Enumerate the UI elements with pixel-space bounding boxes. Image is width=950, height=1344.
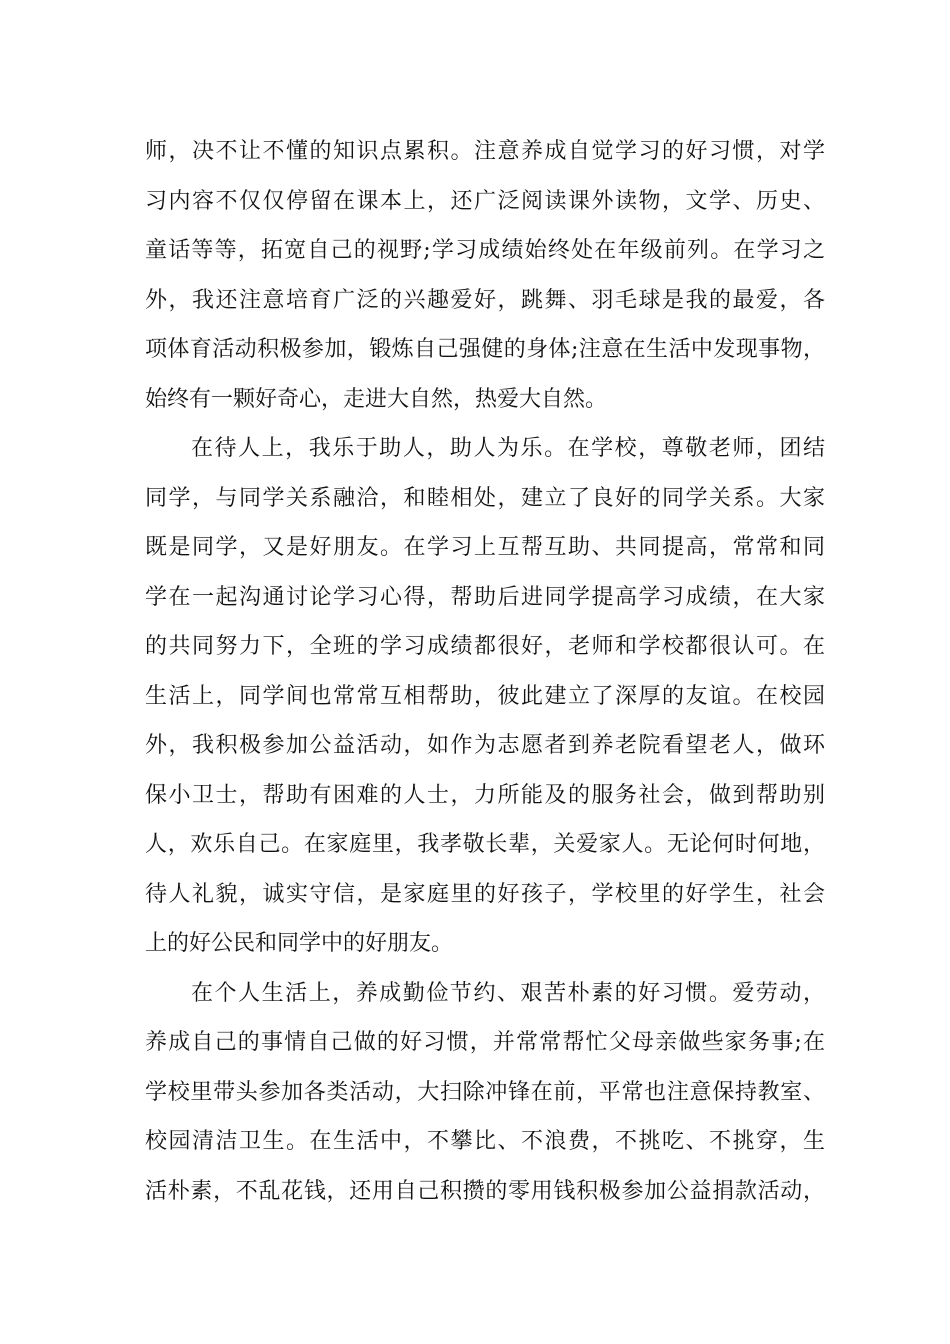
text-line: 习内容不仅仅停留在课本上，还广泛阅读课外读物，文学、历史、 — [145, 188, 825, 214]
text-line: 保小卫士，帮助有困难的人士，力所能及的服务社会，做到帮助别 — [145, 782, 825, 808]
text-line: 人，欢乐自己。在家庭里，我孝敬长辈，关爱家人。无论何时何地， — [145, 832, 825, 857]
text-line: 养成自己的事情自己做的好习惯，并常常帮忙父母亲做些家务事;在 — [145, 1030, 825, 1055]
text-line: 外，我积极参加公益活动，如作为志愿者到养老院看望老人，做环 — [145, 733, 825, 758]
text-line: 学在一起沟通讨论学习心得，帮助后进同学提高学习成绩，在大家 — [145, 584, 825, 610]
text-line: 始终有一颗好奇心，走进大自然，热爱大自然。 — [145, 386, 608, 412]
text-line: 待人礼貌，诚实守信，是家庭里的好孩子，学校里的好学生，社会 — [145, 881, 825, 907]
text-line: 学校里带头参加各类活动，大扫除冲锋在前，平常也注意保持教室、 — [145, 1079, 825, 1105]
text-line: 同学，与同学关系融洽，和睦相处，建立了良好的同学关系。大家 — [145, 485, 825, 511]
text-line: 校园清洁卫生。在生活中，不攀比、不浪费，不挑吃、不挑穿，生 — [145, 1129, 825, 1154]
text-line: 的共同努力下，全班的学习成绩都很好，老师和学校都很认可。在 — [145, 634, 825, 659]
paragraph-first-line: 在待人上，我乐于助人，助人为乐。在学校，尊敬老师，团结 — [191, 436, 825, 461]
body-text — [145, 127, 825, 1216]
text-line: 师，决不让不懂的知识点累积。注意养成自觉学习的好习惯，对学 — [145, 139, 825, 164]
text-line: 项体育活动积极参加，锻炼自己强健的身体;注意在生活中发现事物， — [145, 337, 825, 362]
text-line: 童话等等，拓宽自己的视野;学习成绩始终处在年级前列。在学习之 — [145, 238, 825, 263]
text-line: 上的好公民和同学中的好朋友。 — [145, 931, 454, 956]
text-line: 活朴素，不乱花钱，还用自己积攒的零用钱积极参加公益捐款活动， — [145, 1178, 825, 1204]
text-line: 生活上，同学间也常常互相帮助，彼此建立了深厚的友谊。在校园 — [145, 683, 825, 709]
text-line: 外，我还注意培育广泛的兴趣爱好，跳舞、羽毛球是我的最爱，各 — [145, 287, 825, 313]
text-line: 既是同学，又是好朋友。在学习上互帮互助、共同提高，常常和同 — [145, 535, 825, 560]
paragraph-first-line: 在个人生活上，养成勤俭节约、艰苦朴素的好习惯。爱劳动， — [191, 980, 825, 1006]
